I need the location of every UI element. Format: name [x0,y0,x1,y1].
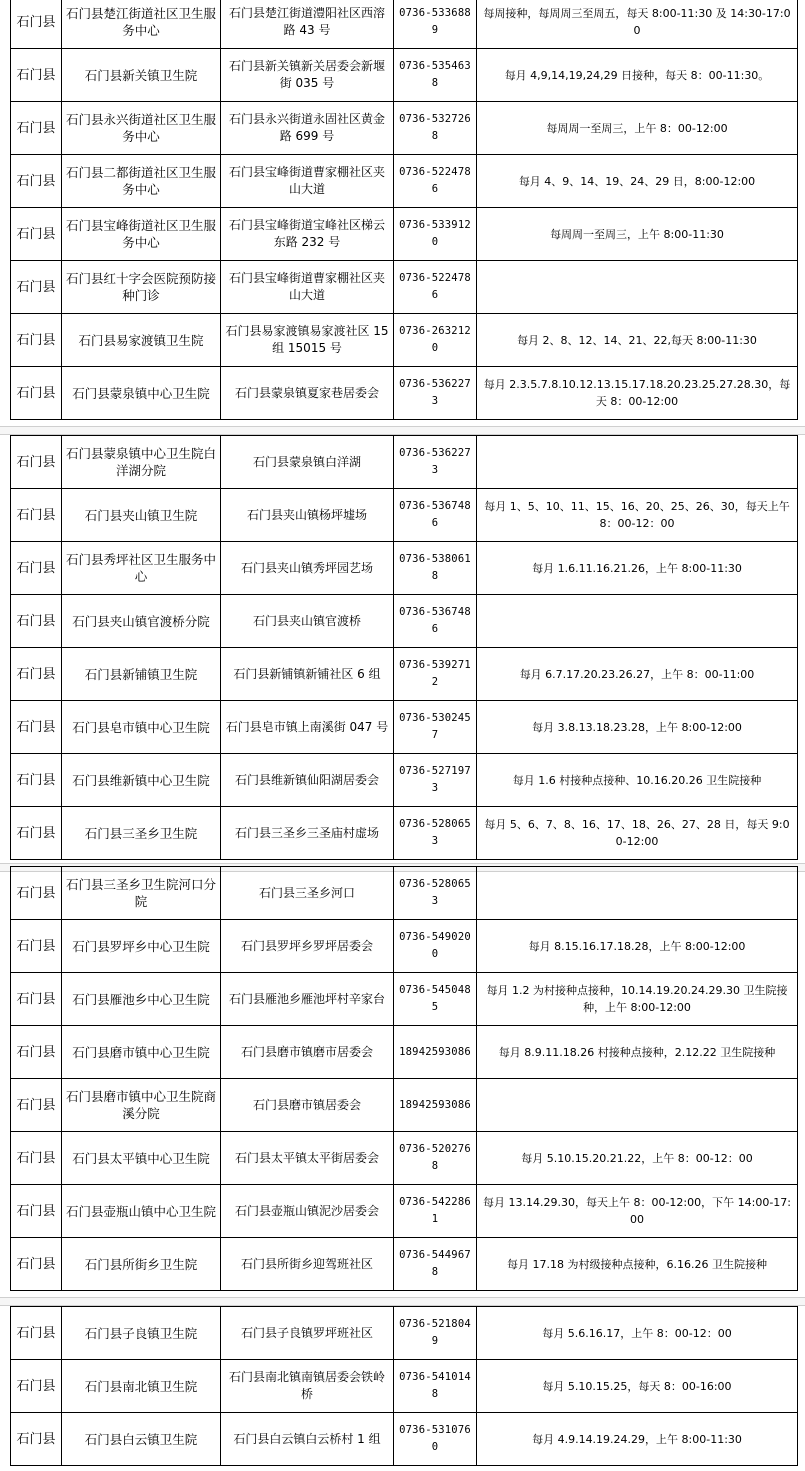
table-row [11,0,798,49]
table-row [11,973,798,1026]
phone-cell: 0736-5327268 [394,102,477,155]
county-cell: 石门县 [11,1413,62,1466]
address-cell: 石门县蒙泉镇白洋湖 [221,436,394,489]
table-row [11,1238,798,1291]
clinic-name-cell: 石门县新铺镇卫生院 [62,648,221,701]
address-cell: 石门县维新镇仙阳湖居委会 [221,754,394,807]
schedule-cell: 每月 1.6 村接种点接种、10.16.20.26 卫生院接种 [477,754,798,807]
table-row [11,367,798,420]
clinic-name-cell: 石门县二都街道社区卫生服务中心 [62,155,221,208]
clinic-name-cell: 石门县磨市镇中心卫生院商溪分院 [62,1079,221,1132]
table-row [11,542,798,595]
county-cell: 石门县 [11,1079,62,1132]
phone-cell: 18942593086 [394,1079,477,1132]
table-block-1 [10,0,797,420]
address-cell: 石门县白云镇白云桥村 1 组 [221,1413,394,1466]
clinic-name-cell: 石门县宝峰街道社区卫生服务中心 [62,208,221,261]
table-row [11,701,798,754]
schedule-cell: 每月 5、6、7、8、16、17、18、26、27、28 日，每天 9:00-12:00 [477,807,798,860]
phone-cell: 0736-5271973 [394,754,477,807]
clinic-name-cell: 石门县楚江街道社区卫生服务中心 [62,0,221,49]
clinic-name-cell: 石门县子良镇卫生院 [62,1307,221,1360]
address-cell: 石门县夹山镇秀坪园艺场 [221,542,394,595]
address-cell: 石门县新铺镇新铺社区 6 组 [221,648,394,701]
clinic-name-cell: 石门县红十字会医院预防接种门诊 [62,261,221,314]
schedule-cell: 每月 8.9.11.18.26 村接种点接种，2.12.22 卫生院接种 [477,1026,798,1079]
phone-cell: 0736-5336889 [394,0,477,49]
phone-cell: 0736-5490200 [394,920,477,973]
phone-cell: 18942593086 [394,1026,477,1079]
address-cell: 石门县楚江街道澧阳社区西溶路 43 号 [221,0,394,49]
clinic-name-cell: 石门县白云镇卫生院 [62,1413,221,1466]
clinic-name-cell: 石门县秀坪社区卫生服务中心 [62,542,221,595]
table-row [11,595,798,648]
table-row [11,1026,798,1079]
schedule-cell: 每月 5.10.15.25，每天 8：00-16:00 [477,1360,798,1413]
schedule-cell: 每月 5.6.16.17，上午 8：00-12：00 [477,1307,798,1360]
schedule-cell: 每月 3.8.13.18.23.28，上午 8:00-12:00 [477,701,798,754]
clinic-table-4 [10,1306,798,1466]
schedule-cell: 每周周一至周三，上午 8：00-12:00 [477,102,798,155]
clinic-name-cell: 石门县易家渡镇卫生院 [62,314,221,367]
table-block-2 [10,435,797,860]
county-cell: 石门县 [11,489,62,542]
schedule-cell: 每月 8.15.16.17.18.28，上午 8:00-12:00 [477,920,798,973]
schedule-cell: 每月 5.10.15.20.21.22，上午 8：00-12：00 [477,1132,798,1185]
phone-cell: 0736-5450485 [394,973,477,1026]
phone-cell: 0736-5449678 [394,1238,477,1291]
clinic-name-cell: 石门县壶瓶山镇中心卫生院 [62,1185,221,1238]
county-cell: 石门县 [11,701,62,754]
table-row [11,1307,798,1360]
clinic-name-cell: 石门县新关镇卫生院 [62,49,221,102]
address-cell: 石门县夹山镇官渡桥 [221,595,394,648]
clinic-table-1 [10,0,798,420]
table-row [11,1079,798,1132]
county-cell: 石门县 [11,1307,62,1360]
phone-cell: 0736-5202768 [394,1132,477,1185]
address-cell: 石门县磨市镇磨市居委会 [221,1026,394,1079]
table-row [11,867,798,920]
table-row [11,261,798,314]
schedule-cell [477,595,798,648]
county-cell: 石门县 [11,1185,62,1238]
schedule-cell: 每月 1、5、10、11、15、16、20、25、26、30，每天上午 8：00-12：00 [477,489,798,542]
clinic-name-cell: 石门县夹山镇官渡桥分院 [62,595,221,648]
schedule-cell: 每月 2、8、12、14、21、22,每天 8:00-11:30 [477,314,798,367]
schedule-cell: 每月 2.3.5.7.8.10.12.13.15.17.18.20.23.25.27.28.30，每天 8：00-12:00 [477,367,798,420]
county-cell: 石门县 [11,1026,62,1079]
address-cell: 石门县磨市镇居委会 [221,1079,394,1132]
schedule-cell: 每月 4.9.14.19.24.29，上午 8:00-11:30 [477,1413,798,1466]
phone-cell: 0736-5280653 [394,807,477,860]
county-cell: 石门县 [11,648,62,701]
address-cell: 石门县南北镇南镇居委会铁岭桥 [221,1360,394,1413]
table-row [11,920,798,973]
phone-cell: 0736-5224786 [394,261,477,314]
table-body-2 [11,436,798,860]
phone-cell: 0736-5302457 [394,701,477,754]
table-row [11,102,798,155]
clinic-name-cell: 石门县夹山镇卫生院 [62,489,221,542]
schedule-cell [477,436,798,489]
clinic-table-2 [10,435,798,860]
address-cell: 石门县宝峰街道宝峰社区梯云东路 232 号 [221,208,394,261]
schedule-cell: 每月 4,9,14,19,24,29 日接种，每天 8：00-11:30。 [477,49,798,102]
table-row [11,314,798,367]
phone-cell: 0736-5339120 [394,208,477,261]
phone-cell: 0736-5367486 [394,595,477,648]
address-cell: 石门县罗坪乡罗坪居委会 [221,920,394,973]
county-cell: 石门县 [11,261,62,314]
county-cell: 石门县 [11,49,62,102]
county-cell: 石门县 [11,920,62,973]
table-row [11,648,798,701]
address-cell: 石门县太平镇太平街居委会 [221,1132,394,1185]
phone-cell: 0736-5362273 [394,436,477,489]
page-gap [0,1297,805,1306]
address-cell: 石门县三圣乡河口 [221,867,394,920]
clinic-name-cell: 石门县永兴街道社区卫生服务中心 [62,102,221,155]
county-cell: 石门县 [11,1132,62,1185]
table-row [11,754,798,807]
table-row [11,489,798,542]
phone-cell: 0736-5392712 [394,648,477,701]
schedule-cell: 每月 4、9、14、19、24、29 日，8:00-12:00 [477,155,798,208]
address-cell: 石门县宝峰街道曹家棚社区夹山大道 [221,155,394,208]
schedule-cell [477,867,798,920]
clinic-table-3 [10,866,798,1291]
schedule-cell: 每周接种，每周周三至周五，每天 8:00-11:30 及 14:30-17:00 [477,0,798,49]
schedule-cell [477,261,798,314]
address-cell: 石门县壶瓶山镇泥沙居委会 [221,1185,394,1238]
phone-cell: 0736-5218049 [394,1307,477,1360]
table-block-4 [10,1306,797,1466]
address-cell: 石门县夹山镇杨坪墟场 [221,489,394,542]
schedule-cell: 每月 17.18 为村级接种点接种，6.16.26 卫生院接种 [477,1238,798,1291]
page-gap [0,426,805,435]
county-cell: 石门县 [11,754,62,807]
clinic-name-cell: 石门县蒙泉镇中心卫生院白洋湖分院 [62,436,221,489]
schedule-cell: 每月 1.2 为村接种点接种，10.14.19.20.24.29.30 卫生院接种，上午 8:00-12:00 [477,973,798,1026]
clinic-name-cell: 石门县所街乡卫生院 [62,1238,221,1291]
address-cell: 石门县子良镇罗坪班社区 [221,1307,394,1360]
schedule-cell: 每月 1.6.11.16.21.26，上午 8:00-11:30 [477,542,798,595]
table-row [11,155,798,208]
schedule-cell: 每周周一至周三，上午 8:00-11:30 [477,208,798,261]
county-cell: 石门县 [11,867,62,920]
schedule-cell [477,1079,798,1132]
address-cell: 石门县新关镇新关居委会新堰街 035 号 [221,49,394,102]
phone-cell: 0736-2632120 [394,314,477,367]
table-row [11,1132,798,1185]
address-cell: 石门县永兴街道永固社区黄金路 699 号 [221,102,394,155]
clinic-name-cell: 石门县皂市镇中心卫生院 [62,701,221,754]
table-row [11,208,798,261]
clinic-name-cell: 石门县太平镇中心卫生院 [62,1132,221,1185]
clinic-name-cell: 石门县蒙泉镇中心卫生院 [62,367,221,420]
table-block-3 [10,866,797,1291]
table-row [11,807,798,860]
table-body-4 [11,1307,798,1466]
county-cell: 石门县 [11,595,62,648]
phone-cell: 0736-5380618 [394,542,477,595]
county-cell: 石门县 [11,542,62,595]
clinic-name-cell: 石门县雁池乡中心卫生院 [62,973,221,1026]
address-cell: 石门县蒙泉镇夏家巷居委会 [221,367,394,420]
address-cell: 石门县易家渡镇易家渡社区 15 组 15015 号 [221,314,394,367]
address-cell: 石门县三圣乡三圣庙村虚场 [221,807,394,860]
county-cell: 石门县 [11,102,62,155]
clinic-name-cell: 石门县三圣乡卫生院 [62,807,221,860]
county-cell: 石门县 [11,155,62,208]
phone-cell: 0736-5354638 [394,49,477,102]
table-body-1 [11,0,798,420]
schedule-cell: 每月 13.14.29.30，每天上午 8：00-12:00，下午 14:00-17:00 [477,1185,798,1238]
county-cell: 石门县 [11,1360,62,1413]
clinic-name-cell: 石门县维新镇中心卫生院 [62,754,221,807]
county-cell: 石门县 [11,314,62,367]
county-cell: 石门县 [11,208,62,261]
table-row [11,1185,798,1238]
phone-cell: 0736-5224786 [394,155,477,208]
county-cell: 石门县 [11,1238,62,1291]
clinic-name-cell: 石门县磨市镇中心卫生院 [62,1026,221,1079]
phone-cell: 0736-5362273 [394,367,477,420]
county-cell: 石门县 [11,973,62,1026]
schedule-cell: 每月 6.7.17.20.23.26.27，上午 8：00-11:00 [477,648,798,701]
clinic-name-cell: 石门县南北镇卫生院 [62,1360,221,1413]
table-row [11,1413,798,1466]
phone-cell: 0736-5410148 [394,1360,477,1413]
phone-cell: 0736-5310760 [394,1413,477,1466]
address-cell: 石门县雁池乡雁池坪村辛家台 [221,973,394,1026]
phone-cell: 0736-5280653 [394,867,477,920]
address-cell: 石门县所街乡迎驾班社区 [221,1238,394,1291]
table-row [11,436,798,489]
address-cell: 石门县皂市镇上南溪街 047 号 [221,701,394,754]
table-row [11,1360,798,1413]
county-cell: 石门县 [11,807,62,860]
county-cell: 石门县 [11,0,62,49]
county-cell: 石门县 [11,436,62,489]
table-body-3 [11,867,798,1291]
clinic-name-cell: 石门县三圣乡卫生院河口分院 [62,867,221,920]
clinic-name-cell: 石门县罗坪乡中心卫生院 [62,920,221,973]
table-row [11,49,798,102]
phone-cell: 0736-5367486 [394,489,477,542]
county-cell: 石门县 [11,367,62,420]
address-cell: 石门县宝峰街道曹家棚社区夹山大道 [221,261,394,314]
phone-cell: 0736-5422861 [394,1185,477,1238]
